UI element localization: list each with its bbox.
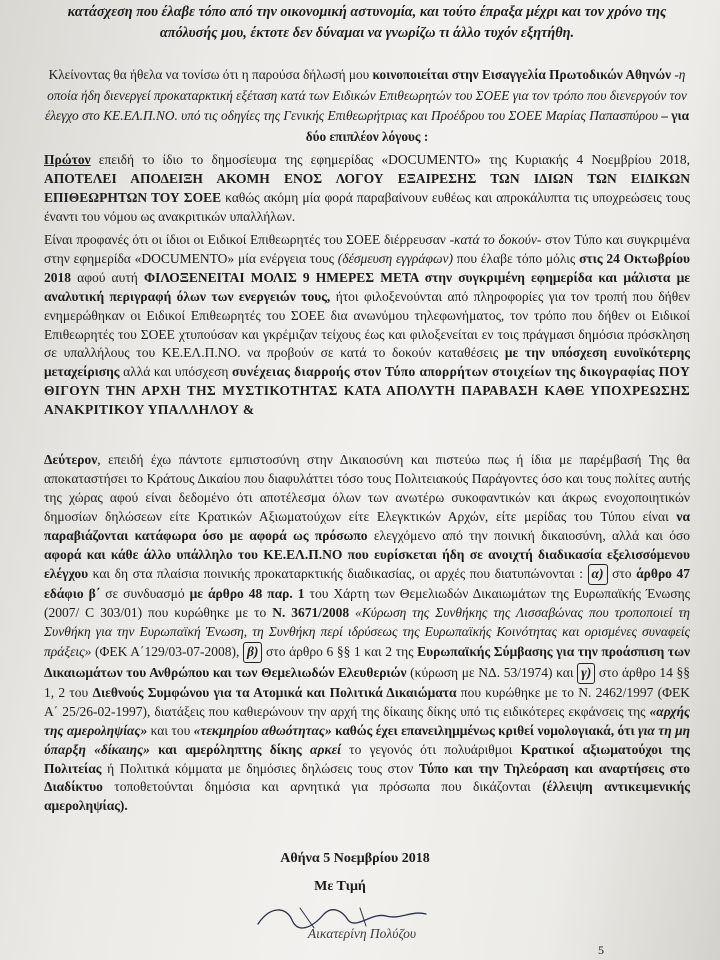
text-run: Πρώτον: [44, 152, 91, 167]
text-run: – για δύο επιπλέον λόγους :: [305, 108, 690, 144]
text-run: να παραβιάζονται κατάφωρα όσο με αφορά ως πρόσωπο: [44, 508, 690, 543]
text-run: συνέχειας διαρροής στον Τύπο απορρήτων στοιχείων της δικογραφίας ΠΟΥ ΘΙΓΟΥΝ ΤΗΝ ΑΡΧΗ ΤΗΣ ΜΥΣΤΙΚΟΤΗΤΑΣ ΚΑΤΑ ΑΠΟΛΥΤΗ ΠΑΡΑΒΑΣΗ ΚΑΘΕ ΥΠΟΧΡΕΩΣΗΣ ΑΝΑΚΡΙΤΙΚΟΥ ΥΠΑΛΛΗΛΟΥ &: [44, 364, 690, 418]
paragraph-second-reason: [44, 451, 690, 816]
paragraph-leak-statement: [44, 231, 690, 420]
text-run: με την υπόσχεση ευνοϊκότερης μεταχείρισης: [44, 345, 690, 380]
text-run: ελεγχόμενο από την ποινική δικαιοσύνη, αλλά και όσο: [367, 527, 690, 543]
text-run: στον Τύπο και συγκριμένα στην εφημερίδα «DOCUMENTO» μία ενέργεια τους: [44, 232, 690, 266]
text-run: σε συνδυασμό: [100, 586, 190, 602]
signatory-name: Αικατερίνη Πολύζου: [307, 926, 417, 941]
text-run: του Χάρτη των Θεμελιωδών Δικαιωμάτων της Ευρωπαϊκής Ένωσης (2007/ C 303/01) που κυρώθηκε με το: [44, 586, 690, 621]
text-run: «αρχής της αμεροληψίας»: [44, 703, 690, 738]
closing-salutation: Με Τιμή: [314, 879, 366, 894]
text-run: ΑΠΟΤΕΛΕΙ ΑΠΟΔΕΙΞΗ ΑΚΟΜΗ ΕΝΟΣ ΛΟΓΟΥ ΕΞΑΙΡΕΣΗΣ ΤΩΝ ΙΔΙΩΝ ΤΩΝ ΕΙΔΙΚΩΝ ΕΠΙΘΕΩΡΗΤΩΝ ΤΟΥ ΣΟΕΕ: [44, 170, 690, 205]
text-run: και του: [147, 722, 194, 738]
paragraph-first-reason: [44, 151, 690, 227]
text-run: Διεθνούς Συμφώνου για τα Ατομικά και Πολιτικά Δικαιώματα: [92, 684, 457, 700]
text-run: αρκεί: [310, 741, 341, 757]
text-run: -η οποία ήδη διενεργεί προκαταρκτική εξέταση κατά των Ειδικών Επιθεωρητών του ΣΟΕΕ για τον τρόπο που διενεργούν τον έλεγχο στο ΚΕ.ΕΛ.Π.ΝΟ. υπό τις οδηγίες της Γενικής Επιθεωρήτριας και Προέδρου του ΣΟΕΕ Μαρίας Παπασπύρου: [44, 67, 687, 123]
paragraph-continuation: [44, 2, 690, 44]
paragraph-closing-statement: [44, 65, 690, 147]
text-run: , επειδή έχω πάντοτε εμπιστοσύνη στην Δικαιοσύνη και πιστεύω πως ή ίδια με παρέμβασή Της θα αποκαταστήσει το Κράτους Δικαίου που διαφυλάττει τόσο τους Πολιτειακούς Παράγοντες όσο και τους πολίτες αυτής της χώρας αφού είναι δεδομένο ότι αποτέλεσμα όλων των ανωτέρω συκοφαντικών και άκρως ενοχοποιητικών δημοσίων δηλώσεων είτε Κρατικών Αξιωματούχων είτε Ελεγκτικών Αρχών, είτε μερίδας του Τύπου είναι: [44, 452, 690, 524]
text-run: Είναι προφανές ότι οι ίδιοι οι Ειδικοί Επιθεωρητές του ΣΟΕΕ διέρρευσαν: [44, 232, 450, 247]
text-run: στο άρθρο 14 §§ 1, 2 του: [44, 664, 690, 700]
text-run: το γεγονός ότι πολυάριθμοι: [340, 741, 521, 757]
text-run: αφορά και κάθε άλλο υπάλληλο του ΚΕ.ΕΛ.Π.ΝΟ που ευρίσκεται ήδη σε ανοιχτή διαδικασία εξελισσόμενου ελέγχου: [44, 546, 690, 582]
text-run: «τεκμηρίου αθωότητας»: [193, 722, 332, 738]
text-line: κατάσχεση που έλαβε τόπο από την οικονομική αστυνομία, και τούτο έπραξα μέχρι και τον χρόνο της: [67, 4, 667, 20]
text-line: απόλυσής μου, έκτοτε δεν δύναμαι να γνωρίζω τι άλλο τυχόν εξητήθη.: [159, 25, 575, 41]
text-run: ΦΙΛΟΞΕΝΕΙΤΑΙ ΜΟΛΙΣ 9 ΗΜΕΡΕΣ ΜΕΤΑ στην συγκριμένη εφημερίδα και μάλιστα με αναλυτική περιγραφή όλων των ενεργειών τους,: [44, 269, 690, 304]
text-run: με άρθρο 48 παρ. 1: [189, 586, 305, 602]
text-run: στο άρθρο 6 §§ 1 και 2 της: [262, 644, 418, 660]
text-run: ήτοι φιλοξενούνται από πληροφορίες για τον τροπή που δήθεν ενημερώθηκαν οι Ειδικοί Επιθεωρητές του ΣΟΕΕ δια ανωνύμου τηλεφωνήματος, τον τρόπο που δήθεν οι Ειδικοί Επιθεωρητές του ΣΟΕΕ χτυπούσαν και γκρέμιζαν τείχους έως και φιλοξενείται εν τοις πράγμασι δημόσια πρόσκληση σε υπαλλήλους του ΚΕ.ΕΛ.Π.ΝΟ. να προβούν σε κατά το δοκούν καταθέσεις: [44, 288, 690, 361]
text-run: Ν. 3671/2008: [272, 605, 350, 621]
text-run: καθώς ακόμη μία φορά παραβαίνουν ευθέως και απροκάλυπτα τις υποχρεώσεις τους έναντι του νόμου ως ανακριτικών υπαλλήλων.: [44, 189, 690, 224]
text-run: (ΦΕΚ Α΄129/03-07-2008),: [91, 644, 243, 660]
text-run: Κρατικοί αξιωματούχοι της Πολιτείας: [44, 741, 690, 776]
item-marker-a: α): [588, 564, 608, 585]
text-run: που κυρώθηκε με το Ν. 2462/1997 (ΦΕΚ Α΄ 25/26-02-1997), διατάξεις που καθιερώνουν την αρχή της δίκαιης δίκης υπό τις ειδικότερες εκφάνσεις της: [44, 684, 690, 719]
text-run: τοποθετούνται δημόσια και αρνητικά για πρόσωπα που δικάζονται: [102, 779, 543, 795]
text-run: στο: [607, 566, 637, 582]
text-run: στις 24 Οκτωβρίου 2018: [44, 250, 690, 285]
text-run: Τύπο και την Τηλεόραση και αναρτήσεις στο Διαδίκτυο: [44, 760, 690, 795]
page-number: 5: [598, 943, 604, 957]
text-run: Κλείνοντας θα ήθελα να τονίσω ότι η παρούσα δήλωσή μου: [48, 67, 373, 82]
text-run: (δέσμευση εγγράφων): [337, 250, 453, 266]
item-marker-c: γ): [577, 663, 595, 684]
text-run: κοινοποιείται στην Εισαγγελία Πρωτοδικών Αθηνών: [372, 67, 672, 82]
text-run: Ευρωπαϊκής Σύμβασης για την προάσπιση των Δικαιωμάτων του Ανθρώπου και των Θεμελιωδών Ελευθεριών: [44, 644, 690, 680]
item-marker-b: β): [243, 642, 262, 663]
text-run: (κύρωση με ΝΔ. 53/1974) και: [406, 664, 578, 680]
text-run: και δη στα πλαίσια ποινικής προκαταρκτικής διαδικασίας, οι αρχές που διατυπώνονται :: [88, 566, 588, 582]
text-run: και αμερόληπτης δίκης: [149, 741, 311, 757]
text-run: (έλλειψη αντικειμενικής αμεροληψίας).: [44, 779, 690, 814]
date-line: Αθήνα 5 Νοεμβρίου 2018: [280, 851, 430, 866]
text-run: άρθρο 47 εδάφιο β΄: [44, 566, 691, 602]
text-run: καθώς έχει επανειλημμένως κριθεί νομολογιακά, ότι: [331, 722, 639, 738]
text-run: Δεύτερον: [44, 452, 98, 467]
text-run: -κατά το δοκούν-: [449, 232, 542, 247]
text-run: που έλαβε τόπο μόλις: [452, 250, 580, 266]
text-run: για τη μη ύπαρξη «δίκαιης»: [44, 722, 690, 757]
text-run: ή Πολιτικά κόμματα με δημόσιες δηλώσεις τους στον: [101, 760, 419, 776]
text-run: «Κύρωση της Συνθήκης της Λισσαβώνας που τροποποιεί τη Συνθήκη για την Ευρωπαϊκή Ένωση, τη Συνθήκη περί ιδρύσεως της Ευρωπαϊκής Κοινότητας και ορισμένες συναφείς πράξεις»: [44, 605, 690, 660]
text-run: αλλά και υπόσχεση: [119, 364, 232, 380]
text-run: επειδή το ίδιο το δημοσίευμα της εφημερίδας «DOCUMENTO» της Κυριακής 4 Νοεμβρίου 2018,: [90, 152, 690, 167]
text-run: αφού αυτή: [71, 269, 144, 285]
